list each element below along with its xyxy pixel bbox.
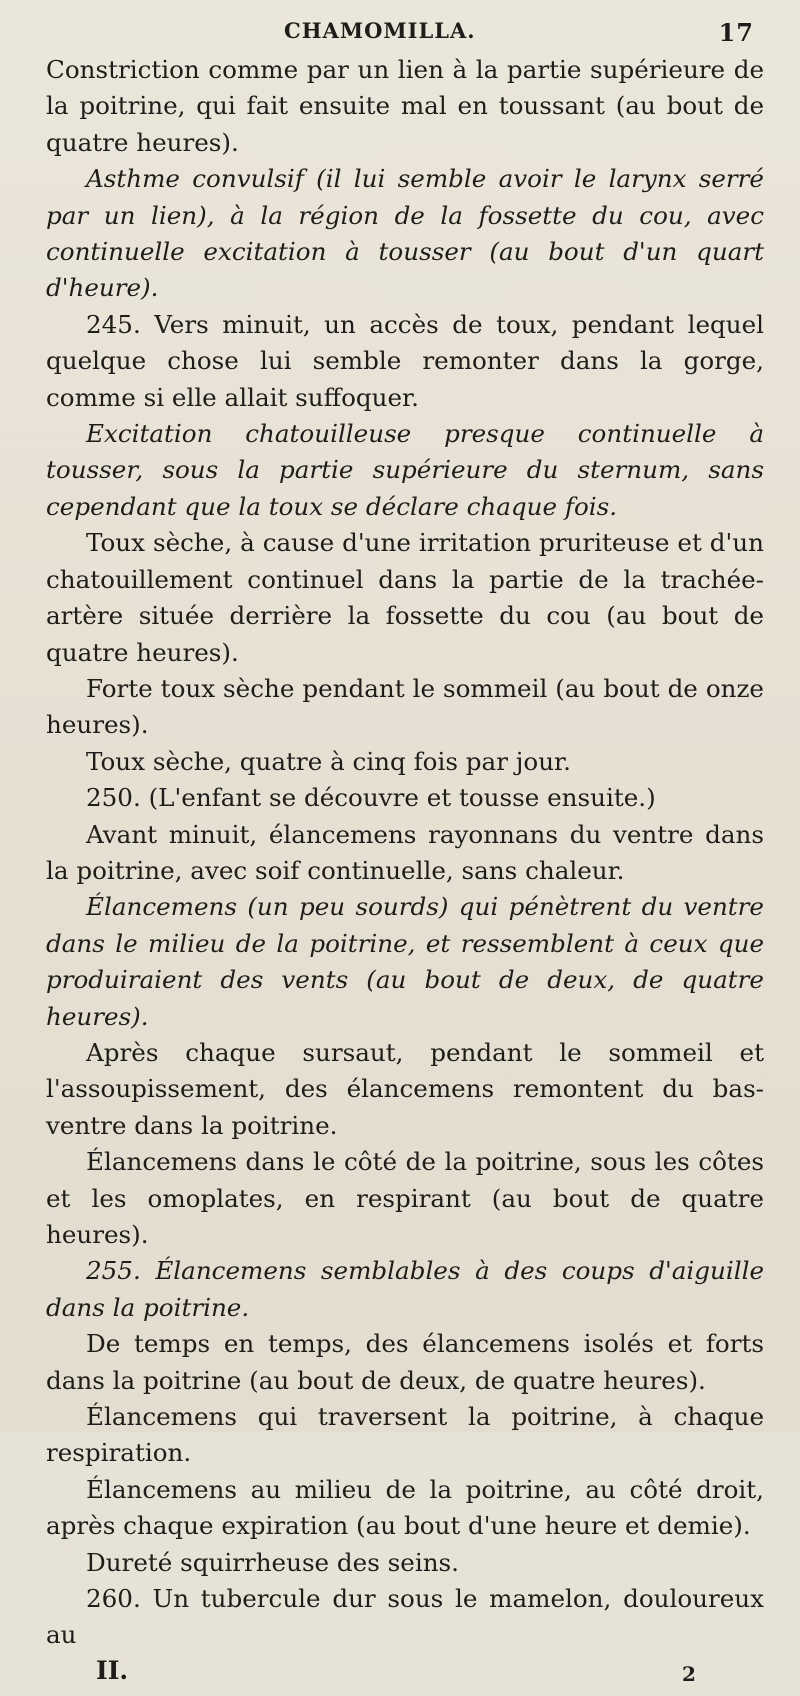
- paragraph: Élancemens au milieu de la poitrine, au côté droit, après chaque expiration (au bout d'une heure et demie).: [46, 1474, 764, 1541]
- paragraph-italic: Asthme convulsif (il lui semble avoir le larynx serré par un lien), à la région de la fossette du cou, avec continuelle excitation à tousser (au bout d'un quart d'heure).: [46, 164, 764, 303]
- running-head: [46, 18, 764, 52]
- paragraph-numbered: 260. Un tubercule dur sous le mamelon, douloureux au: [46, 1584, 764, 1650]
- paragraph: Élancemens qui traversent la poitrine, à chaque respiration.: [46, 1402, 764, 1468]
- paragraph: Avant minuit, élancemens rayonnans du ventre dans la poitrine, avec soif continuelle, sans chaleur.: [46, 819, 764, 885]
- paragraph: Toux sèche, à cause d'une irritation pruriteuse et d'un chatouillement continuel dans la partie de la trachée-artère située derrière la fossette du cou (au bout de quatre heures).: [46, 528, 764, 667]
- running-title: CHAMOMILLA.: [284, 18, 476, 43]
- paragraph: Forte toux sèche pendant le sommeil (au bout de onze heures).: [46, 673, 764, 740]
- paragraph: Élancemens dans le côté de la poitrine, sous les côtes et les omoplates, en respirant (au bout de quatre heures).: [46, 1147, 764, 1249]
- paragraph: De temps en temps, des élancemens isolés et forts dans la poitrine (au bout de deux, de quatre heures).: [46, 1329, 764, 1395]
- page-number: 17: [718, 18, 754, 47]
- signature-mark: 2: [682, 1661, 696, 1686]
- page-body: [46, 52, 764, 1654]
- paragraph-numbered: 250. (L'enfant se découvre et tousse ensuite.): [86, 783, 656, 813]
- volume-mark: II.: [96, 1655, 129, 1685]
- paragraph-numbered-italic: 255. Élancemens semblables à des coups d'aiguille dans la poitrine.: [46, 1256, 764, 1322]
- paragraph-numbered: 245. Vers minuit, un accès de toux, pendant lequel quelque chose lui semble remonter dans la gorge, comme si elle allait suffoquer.: [46, 309, 764, 412]
- paragraph: Après chaque sursaut, pendant le sommeil et l'assoupissement, des élancemens remontent du bas-ventre dans la poitrine.: [46, 1037, 764, 1140]
- paragraph-italic: Excitation chatouilleuse presque continuelle à tousser, sous la partie supérieure du sternum, sans cependant que la toux se déclare chaque fois.: [46, 419, 764, 521]
- signature-line: [46, 1656, 764, 1696]
- paragraph: Toux sèche, quatre à cinq fois par jour.: [86, 746, 571, 776]
- paragraph: Constriction comme par un lien à la partie supérieure de la poitrine, qui fait ensuite mal en toussant (au bout de quatre heures).: [46, 55, 764, 157]
- paragraph: Dureté squirrheuse des seins.: [86, 1547, 459, 1577]
- paragraph-italic: Élancemens (un peu sourds) qui pénètrent du ventre dans le milieu de la poitrine, et ressemblent à ceux que produiraient des vents (au bout de deux, de quatre heures).: [46, 892, 764, 1031]
